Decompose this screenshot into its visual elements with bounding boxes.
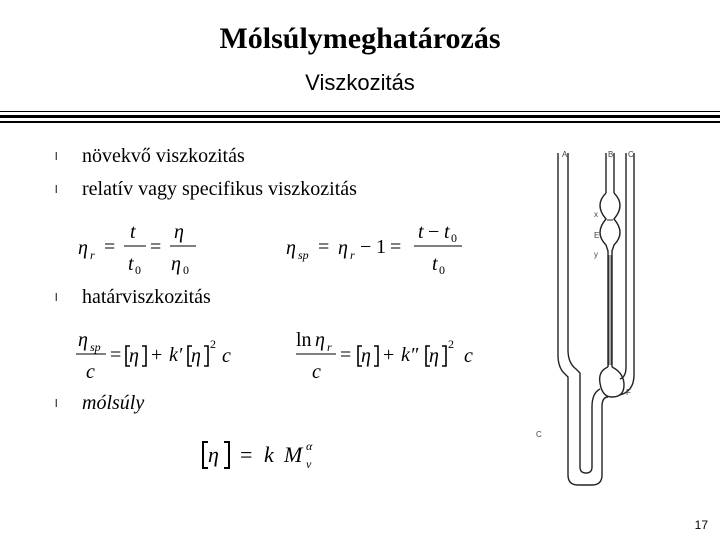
svg-text:2: 2: [210, 337, 216, 351]
svg-text:k′: k′: [169, 344, 183, 366]
svg-text:=: =: [240, 442, 253, 467]
svg-text:η: η: [78, 237, 88, 259]
svg-text:c: c: [312, 361, 321, 383]
svg-text:1: 1: [376, 236, 386, 258]
svg-text:c: c: [86, 361, 95, 383]
svg-text:=: =: [390, 236, 402, 258]
svg-text:=: =: [150, 236, 162, 258]
svg-text:η: η: [174, 221, 184, 243]
label-c-bottom: C: [536, 430, 542, 439]
svg-text:η: η: [361, 345, 371, 367]
label-b: B: [608, 150, 614, 159]
svg-text:v: v: [306, 457, 312, 471]
svg-text:η: η: [171, 253, 181, 275]
label-e: E: [594, 231, 600, 240]
svg-text:η: η: [286, 237, 296, 259]
page-number: 17: [694, 518, 708, 532]
svg-text:+: +: [151, 344, 163, 366]
svg-text:r: r: [90, 248, 95, 262]
viscometer-diagram: [528, 145, 658, 510]
svg-text:η: η: [78, 329, 88, 351]
svg-text:η: η: [191, 345, 201, 367]
svg-text:t: t: [432, 253, 438, 275]
svg-text:+: +: [383, 344, 395, 366]
formula-specific-viscosity: [286, 218, 476, 280]
svg-text:η: η: [208, 442, 219, 467]
formula-mark-houwink: [200, 432, 340, 482]
svg-text:c: c: [222, 345, 231, 367]
formula-relative-viscosity: [78, 218, 208, 280]
svg-text:M: M: [284, 442, 303, 467]
svg-text:−: −: [360, 236, 372, 258]
svg-text:k: k: [264, 442, 274, 467]
formula-huggins: [76, 326, 251, 388]
bullet-text-4: mólsúly: [82, 392, 145, 414]
svg-text:η: η: [129, 345, 139, 367]
bullet-marker: l: [55, 292, 58, 304]
svg-text:sp: sp: [298, 248, 309, 262]
svg-text:=: =: [340, 344, 352, 366]
svg-text:η: η: [429, 345, 439, 367]
svg-text:t: t: [130, 221, 136, 243]
formula-kraemer: [296, 326, 486, 388]
svg-text:r: r: [350, 248, 355, 262]
svg-text:η: η: [315, 329, 325, 351]
svg-text:−: −: [428, 221, 440, 243]
slide-title: Mólsúlymeghatározás: [219, 22, 501, 55]
svg-text:η: η: [338, 237, 348, 259]
svg-text:0: 0: [451, 231, 457, 245]
svg-text:0: 0: [135, 263, 141, 277]
svg-text:k″: k″: [401, 344, 419, 366]
svg-text:α: α: [306, 439, 313, 453]
svg-text:c: c: [464, 345, 473, 367]
svg-text:t: t: [128, 253, 134, 275]
bullet-marker: l: [55, 184, 58, 196]
label-a: A: [562, 150, 568, 159]
svg-text:=: =: [110, 344, 122, 366]
svg-text:=: =: [318, 236, 330, 258]
bullet-text-3: határviszkozitás: [82, 286, 211, 308]
bullet-marker: l: [55, 398, 58, 410]
svg-text:t: t: [418, 221, 424, 243]
label-x: x: [594, 210, 598, 219]
svg-text:t: t: [444, 221, 450, 243]
bullet-marker: l: [55, 151, 58, 163]
svg-text:ln: ln: [296, 329, 312, 351]
bullet-text-1: növekvő viszkozitás: [82, 145, 245, 167]
label-f: F: [626, 388, 631, 397]
bullet-text-2: relatív vagy specifikus viszkozitás: [82, 178, 357, 200]
svg-text:sp: sp: [90, 340, 101, 354]
slide-subtitle: Viszkozitás: [305, 70, 415, 95]
svg-text:0: 0: [183, 263, 189, 277]
svg-text:=: =: [104, 236, 116, 258]
svg-text:0: 0: [439, 263, 445, 277]
label-c-top: C: [628, 150, 634, 159]
label-y: y: [594, 250, 598, 259]
svg-text:2: 2: [448, 337, 454, 351]
svg-text:r: r: [327, 340, 332, 354]
